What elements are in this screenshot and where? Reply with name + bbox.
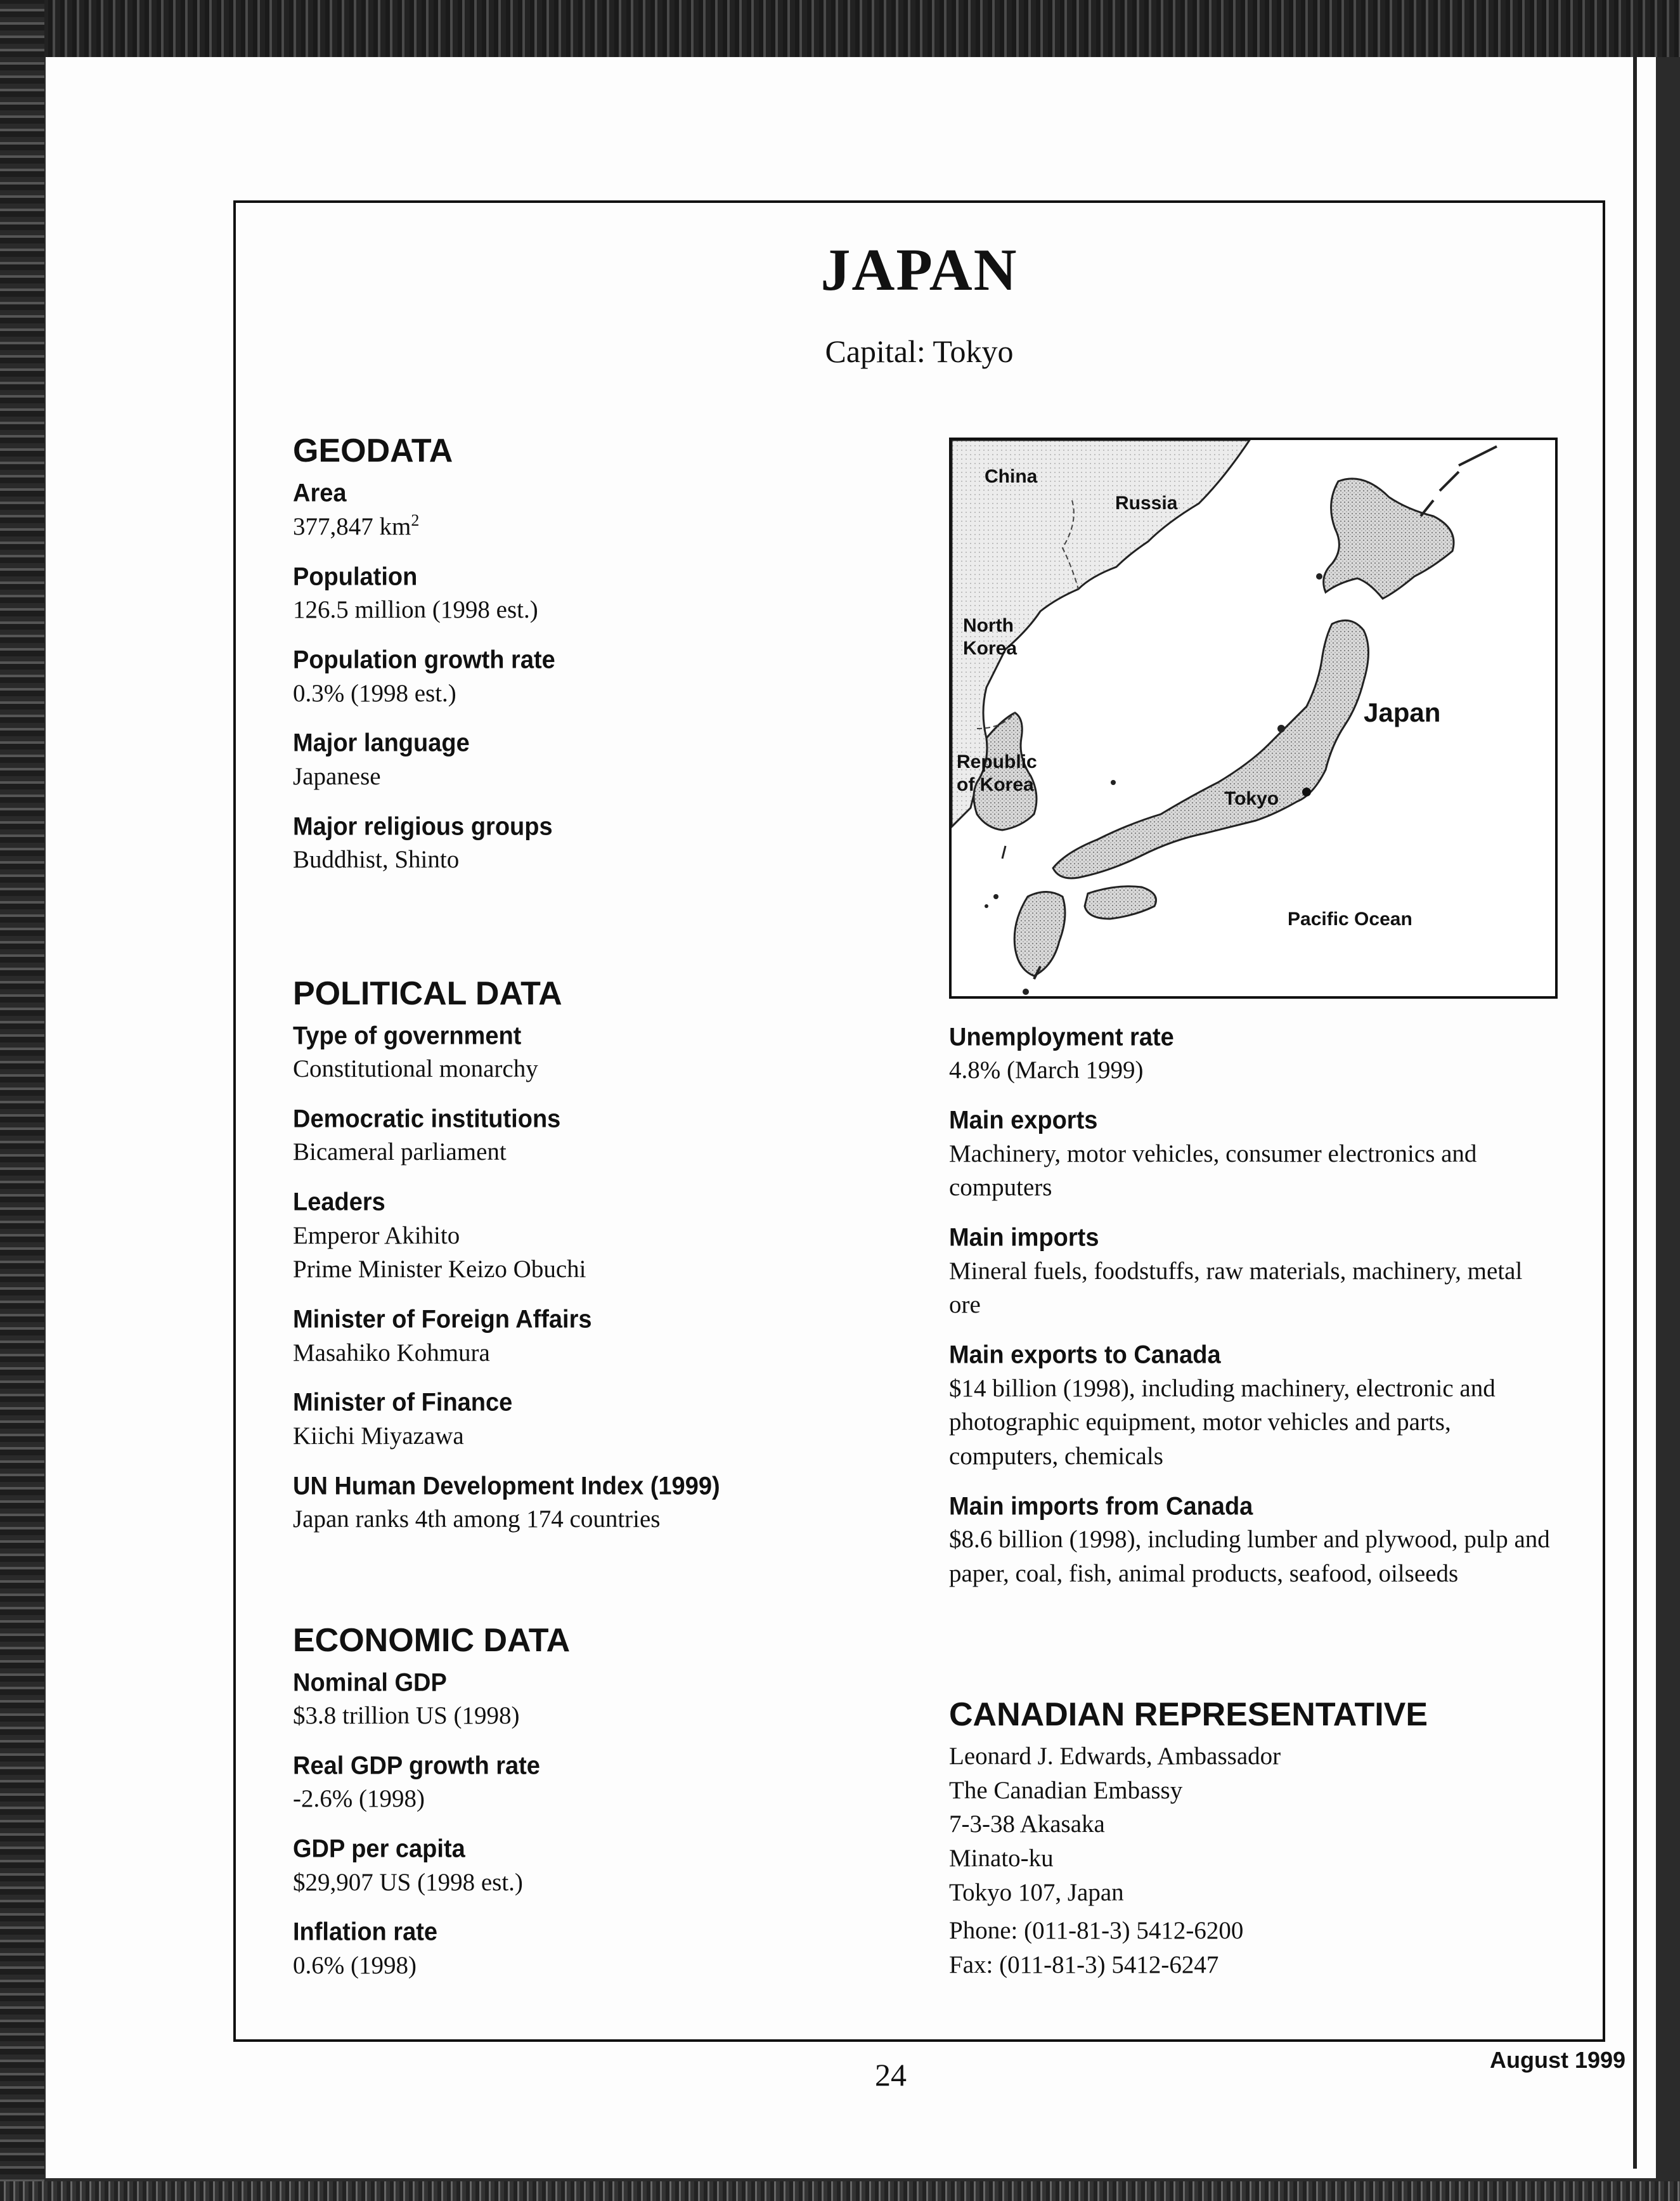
field-value: Constitutional monarchy: [293, 1055, 538, 1083]
field-label: UN Human Development Index (1999): [293, 1472, 720, 1500]
field-label: Type of government: [293, 1022, 522, 1050]
address-line: Minato-ku: [949, 1845, 1054, 1873]
field-value: 0.6% (1998): [293, 1951, 417, 1979]
field-value: Kiichi Miyazawa: [293, 1422, 464, 1450]
field-real-gdp-growth: [293, 1751, 927, 1816]
field-label: Major language: [293, 729, 470, 758]
field-label: Main imports from Canada: [949, 1492, 1253, 1521]
field-main-exports: [949, 1105, 1558, 1205]
field-area: [293, 478, 927, 544]
field-label: Main imports: [949, 1224, 1099, 1252]
field-label: Major religious groups: [293, 812, 553, 841]
political-heading: POLITICAL DATA: [293, 975, 562, 1012]
map-label-south-korea: Republic of Korea: [957, 751, 1037, 795]
address-line: Tokyo 107, Japan: [949, 1879, 1124, 1907]
field-major-language: [293, 728, 927, 793]
economic-section: [293, 1622, 927, 2001]
page-number: 24: [875, 2057, 907, 2093]
field-value: Mineral fuels, foodstuffs, raw materials, machinery, metal ore: [949, 1257, 1523, 1319]
field-value: Emperor Akihito: [293, 1221, 460, 1249]
representative-section: [949, 1696, 1558, 1982]
field-label: GDP per capita: [293, 1835, 465, 1864]
publication-date: August 1999: [1490, 2047, 1626, 2073]
field-label: Main exports to Canada: [949, 1341, 1221, 1370]
field-nominal-gdp: [293, 1668, 927, 1733]
field-value: Prime Minister Keizo Obuchi: [293, 1256, 586, 1283]
country-title: JAPAN: [820, 237, 1018, 303]
fax-number: Fax: (011-81-3) 5412-6247: [949, 1951, 1219, 1978]
geodata-heading: GEODATA: [293, 432, 453, 469]
field-label: Area: [293, 479, 347, 507]
field-hdi: [293, 1471, 927, 1536]
field-value: 377,847 $km^2$: [293, 511, 420, 541]
field-label: Population: [293, 562, 418, 592]
trade-section: [949, 1022, 1558, 1609]
japan-map: [949, 438, 1558, 999]
scan-border-left: [0, 0, 44, 2201]
address-line: 7-3-38 Akasaka: [949, 1810, 1105, 1838]
field-gdp-per-capita: [293, 1834, 927, 1899]
map-label-russia: Russia: [1115, 493, 1178, 514]
representative-heading: CANADIAN REPRESENTATIVE: [949, 1696, 1428, 1733]
field-label: Unemployment rate: [949, 1023, 1174, 1052]
field-label: Inflation rate: [293, 1918, 438, 1947]
political-section: [293, 975, 927, 1554]
field-label: Nominal GDP: [293, 1668, 447, 1697]
field-value: -2.6% (1998): [293, 1785, 425, 1813]
field-population: [293, 562, 927, 627]
field-value: Machinery, motor vehicles, consumer electronics and computers: [949, 1139, 1477, 1202]
field-exports-to-canada: [949, 1340, 1558, 1474]
field-imports-from-canada: [949, 1491, 1558, 1591]
field-label: Real GDP growth rate: [293, 1751, 540, 1781]
field-finance-minister: [293, 1387, 927, 1453]
field-value: Masahiko Kohmura: [293, 1339, 490, 1367]
map-label-tokyo: Tokyo: [1224, 788, 1279, 809]
map-label-pacific-ocean: Pacific Ocean: [1288, 909, 1412, 930]
field-democratic-institutions: [293, 1104, 927, 1169]
field-inflation: [293, 1917, 927, 1982]
economic-heading: ECONOMIC DATA: [293, 1622, 571, 1659]
field-unemployment: [949, 1022, 1558, 1088]
field-value: $8.6 billion (1998), including lumber and plywood, pulp and paper, coal, fish, animal products, seafood, oilseeds: [949, 1526, 1550, 1588]
page-edge-rule: [1633, 57, 1637, 2169]
field-label: Population growth rate: [293, 646, 555, 675]
field-value: $29,907 US (1998 est.): [293, 1868, 523, 1896]
scan-border-bottom: [0, 2181, 1680, 2201]
phone-number: Phone: (011-81-3) 5412-6200: [949, 1916, 1244, 1944]
field-label: Democratic institutions: [293, 1105, 561, 1134]
capital-line: Capital: Tokyo: [825, 334, 1014, 369]
field-value: 0.3% (1998 est.): [293, 679, 456, 707]
address-line: Leonard J. Edwards, Ambassador: [949, 1742, 1281, 1770]
field-foreign-minister: [293, 1304, 927, 1370]
field-leaders: [293, 1187, 927, 1287]
field-value: $3.8 trillion US (1998): [293, 1702, 520, 1730]
map-drawing: [952, 440, 1558, 999]
field-label: Leaders: [293, 1188, 385, 1217]
field-label: Minister of Foreign Affairs: [293, 1306, 592, 1334]
field-value: Japan ranks 4th among 174 countries: [293, 1505, 661, 1533]
map-label-china: China: [985, 466, 1038, 487]
address-line: The Canadian Embassy: [949, 1776, 1183, 1804]
field-government-type: [293, 1021, 927, 1086]
scan-border-top: [0, 0, 1680, 57]
field-religious-groups: [293, 812, 927, 877]
field-main-imports: [949, 1223, 1558, 1322]
field-value: Japanese: [293, 762, 381, 790]
field-label: Minister of Finance: [293, 1389, 513, 1417]
field-value: Bicameral parliament: [293, 1138, 507, 1166]
field-value: 4.8% (March 1999): [949, 1056, 1144, 1084]
field-value: $14 billion (1998), including machinery, electronic and photographic equipment, motor vehicles and parts, computers, chemicals: [949, 1374, 1496, 1471]
map-label-japan: Japan: [1364, 698, 1441, 727]
field-value: 126.5 million (1998 est.): [293, 596, 538, 624]
geodata-section: [293, 432, 927, 895]
field-value: Buddhist, Shinto: [293, 846, 460, 873]
map-label-north-korea: North Korea: [963, 615, 1018, 659]
field-population-growth: [293, 645, 927, 710]
field-label: Main exports: [949, 1107, 1098, 1135]
